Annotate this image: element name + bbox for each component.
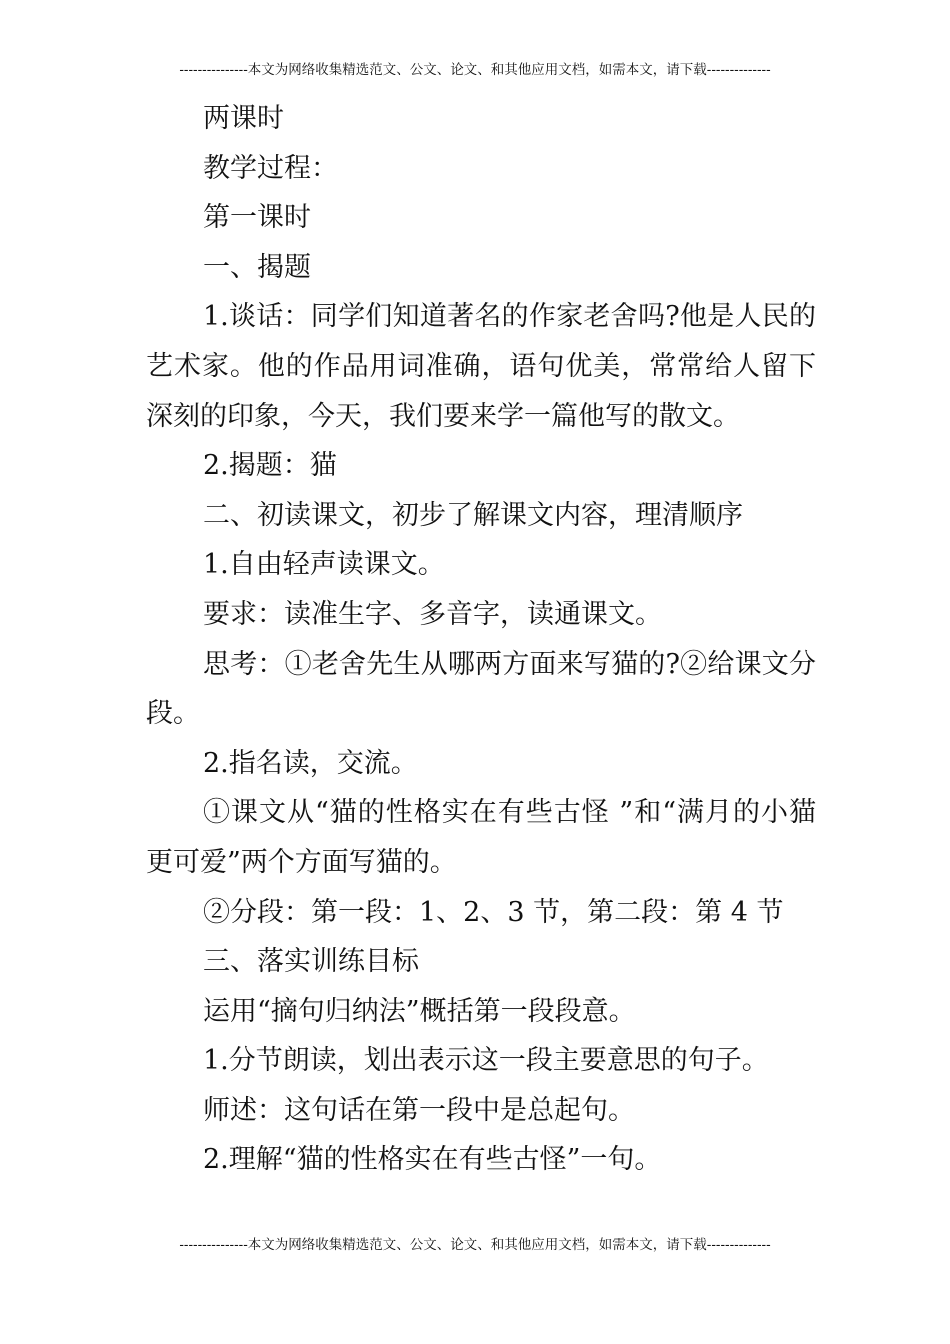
paragraph: 运用“摘句归纳法”概括第一段段意。	[203, 995, 636, 1027]
paragraph: 要求：读准生字、多音字，读通课文。	[203, 598, 662, 630]
header-banner: ---------------本文为网络收集精选范文、公文、论文、和其他应用文档，如需本文，请下载--------------	[179, 62, 771, 78]
footer-banner: ---------------本文为网络收集精选范文、公文、论文、和其他应用文档，如需本文，请下载--------------	[179, 1237, 771, 1253]
paragraph: 1.自由轻声读课文。	[203, 549, 445, 581]
paragraph: 思考：①老舍先生从哪两方面来写猫的?②给课文分段。	[146, 648, 816, 730]
paragraph: 一、揭题	[203, 251, 311, 283]
paragraph: 两课时	[203, 103, 284, 134]
paragraph: 2.揭题：猫	[203, 450, 337, 482]
paragraph: ②分段：第一段：1、2、3 节，第二段：第 4 节	[203, 896, 784, 928]
paragraph: 1.谈话：同学们知道著名的作家老舍吗?他是人民的艺术家。他的作品用词准确，语句优美，常常给人留下深刻的印象，今天，我们要来学一篇他写的散文。	[146, 301, 816, 432]
paragraph: 教学过程：	[203, 152, 338, 184]
document-body	[146, 94, 816, 1185]
paragraph: ①课文从“猫的性格实在有些古怪 ”和“满月的小猫更可爱”两个方面写猫的。	[146, 797, 816, 878]
paragraph: 2.理解“猫的性格实在有些古怪”一句。	[203, 1144, 662, 1176]
paragraph: 1.分节朗读，划出表示这一段主要意思的句子。	[203, 1045, 769, 1077]
paragraph: 师述：这句话在第一段中是总起句。	[203, 1094, 635, 1126]
paragraph: 第一课时	[203, 202, 311, 234]
paragraph: 二、初读课文，初步了解课文内容，理清顺序	[203, 499, 743, 531]
paragraph: 2.指名读，交流。	[203, 747, 418, 779]
paragraph: 三、落实训练目标	[203, 946, 419, 978]
